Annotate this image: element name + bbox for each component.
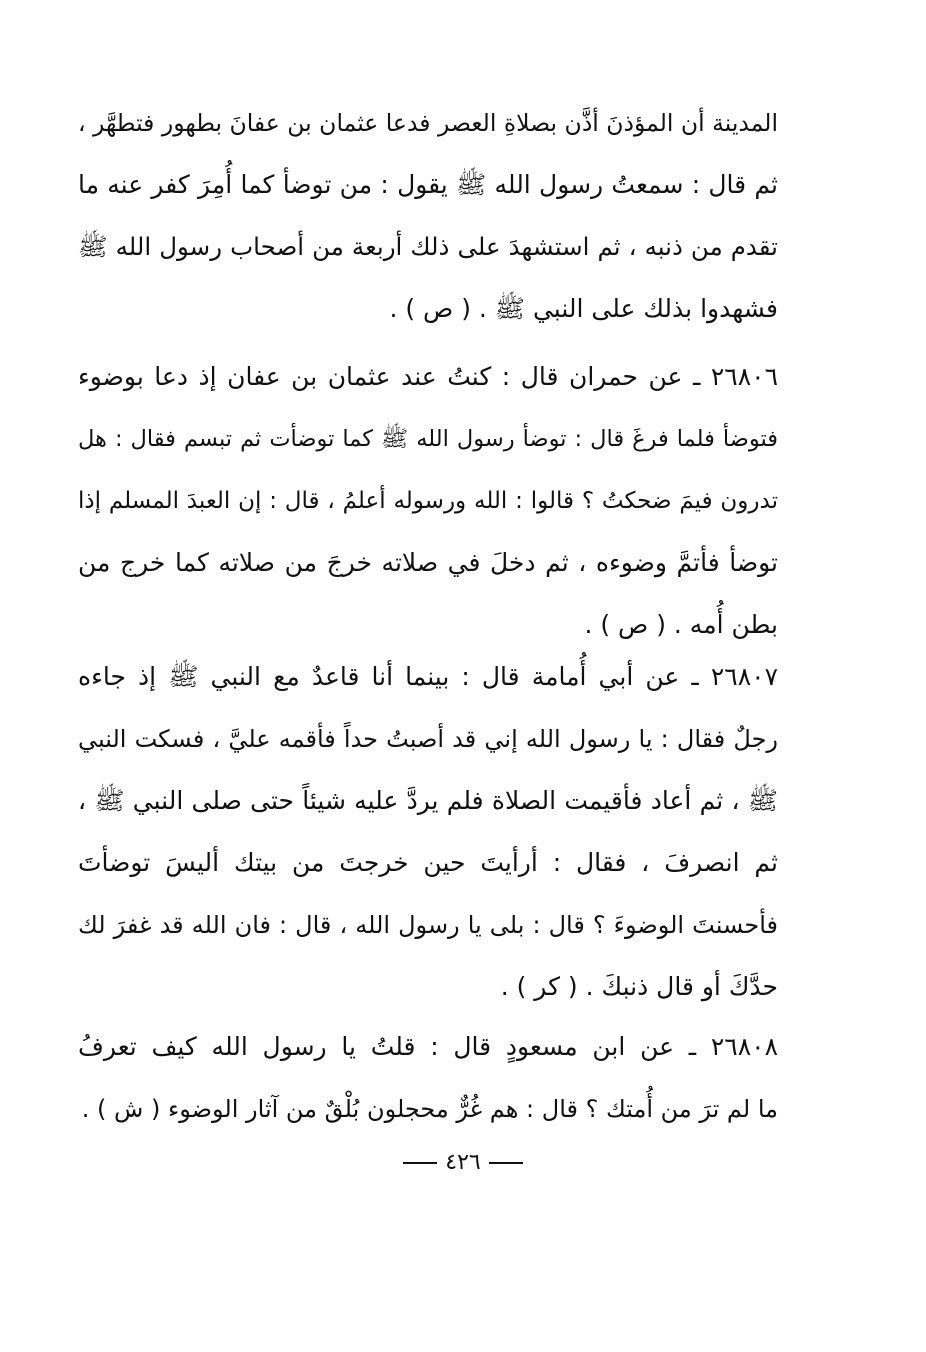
text-line: توضأ فأتمَّ وضوءه ، ثم دخلَ في صلاته خرجَ من صلاته كما خرج من (78, 548, 778, 577)
text-line: ٢٦٨٠٦ ـ عن حمران قال : كنتُ عند عثمان بن عفان إذ دعا بوضوء (78, 362, 778, 391)
text-line: ﷺ ، ثم أعاد فأقيمت الصلاة فلم يردَّ عليه شيئاً حتى صلى النبي ﷺ ، (78, 786, 778, 815)
text-line: ثم قال : سمعتُ رسول الله ﷺ يقول : من توضأ كما أُمِرَ كفر عنه ما (78, 170, 778, 199)
paragraph-hadith-26808 (78, 1016, 778, 1140)
text-line: حدَّكَ أو قال ذنبكَ . ( كر ) . (500, 972, 778, 1001)
text-line: فتوضأ فلما فرغَ قال : توضأ رسول الله ﷺ كما توضأت ثم تبسم فقال : هل (78, 426, 778, 452)
text-line: تدرون فيمَ ضحكتُ ؟ قالوا : الله ورسوله أعلمُ ، قال : إن العبدَ المسلم إذا (78, 488, 778, 514)
paragraph-hadith-26807 (78, 646, 778, 1018)
page-number: ٤٢٦ (445, 1150, 481, 1175)
text-line: بطن أُمه . ( ص ) . (584, 610, 778, 639)
text-line: المدينة أن المؤذنَ أذَّن بصلاةِ العصر فدعا عثمان بن عفانَ بطهور فتطهَّر ، (78, 109, 778, 137)
footer-dash-right (489, 1162, 523, 1164)
text-line: ما لم ترَ من أُمتك ؟ قال : هم غُرٌّ محجلون بُلْقٌ من آثار الوضوء ( ش ) . (81, 1095, 778, 1123)
text-line: تقدم من ذنبه ، ثم استشهدَ على ذلك أربعة من أصحاب رسول الله ﷺ (78, 232, 778, 261)
paragraph-hadith-26806 (78, 346, 778, 656)
text-line: ٢٦٨٠٧ ـ عن أبي أُمامة قال : بينما أنا قاعدٌ مع النبي ﷺ إذ جاءه (78, 662, 778, 691)
paragraph-intro (78, 92, 778, 340)
text-line: فشهدوا بذلك على النبي ﷺ . ( ص ) . (389, 294, 778, 323)
text-line: رجلٌ فقال : يا رسول الله إني قد أصبتُ حداً فأقمه عليَّ ، فسكت النبي (78, 725, 778, 753)
page-footer (0, 1150, 926, 1175)
text-line: ثم انصرفَ ، فقال : أرأيتَ حين خرجتَ من بيتك أليسَ توضأتَ (78, 848, 778, 877)
text-line: فأحسنتَ الوضوءَ ؟ قال : بلى يا رسول الله ، قال : فان الله قد غفرَ لك (78, 911, 778, 939)
text-line: ٢٦٨٠٨ ـ عن ابن مسعودٍ قال : قلتُ يا رسول الله كيف تعرفُ (78, 1032, 778, 1061)
footer-dash-left (403, 1162, 437, 1164)
